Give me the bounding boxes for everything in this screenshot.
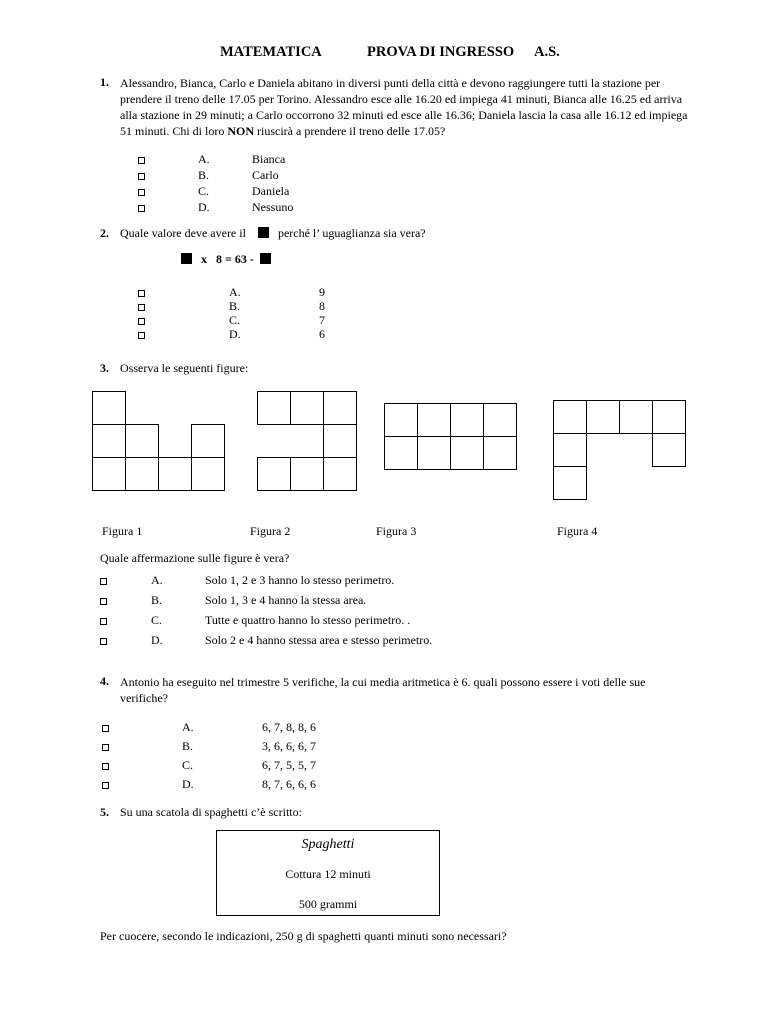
q3-option-b-checkbox[interactable] [100, 598, 107, 605]
q1-option-c-letter: C. [198, 184, 210, 198]
q4-line: verifiche? [120, 691, 168, 705]
q1-option-a-checkbox[interactable] [138, 157, 145, 164]
q1-line-pre: 51 minuti. Chi di loro [120, 124, 228, 138]
q1-line-bold: NON [227, 124, 255, 138]
q4-option-a-letter: A. [182, 720, 194, 734]
black-square-icon [181, 253, 192, 264]
black-square-icon [260, 253, 271, 264]
q1-option-d-letter: D. [198, 200, 210, 214]
q1-option-b-text: Carlo [252, 168, 279, 182]
grid-cell [554, 434, 587, 467]
q2-text-post: perché l’ uguaglianza sia vera? [277, 226, 426, 240]
grid-cell [126, 425, 159, 458]
q2-option-d-letter: D. [229, 327, 241, 341]
grid-cell [484, 404, 517, 437]
grid-cell-empty [159, 392, 192, 425]
q3-number: 3. [100, 361, 109, 375]
q4-option-b-text: 3, 6, 6, 6, 7 [262, 739, 316, 753]
q4-option-d-text: 8, 7, 6, 6, 6 [262, 777, 316, 791]
q1-option-c-checkbox[interactable] [138, 189, 145, 196]
q5-text: Su una scatola di spaghetti c’è scritto: [120, 805, 302, 819]
q4-option-c-letter: C. [182, 758, 194, 772]
grid-cell-empty [587, 467, 620, 500]
grid-cell [653, 434, 686, 467]
figure-3-caption: Figura 3 [376, 524, 417, 538]
q1-line: alla stazione in 29 minuti; a Carlo occorrono 32 minuti ed esce alle 16.36; Daniela lascia la casa alle 16.12 ed impiega [120, 108, 688, 122]
q2-option-d-checkbox[interactable] [138, 332, 145, 339]
spaghetti-box-weight: 500 grammi [298, 897, 358, 911]
q3-option-a-checkbox[interactable] [100, 578, 107, 585]
q4-option-c-text: 6, 7, 5, 5, 7 [262, 758, 316, 772]
grid-cell-empty [126, 392, 159, 425]
grid-cell-empty [587, 434, 620, 467]
q1-option-b-letter: B. [198, 168, 210, 182]
grid-cell-empty [620, 434, 653, 467]
grid-cell-empty [192, 392, 225, 425]
grid-cell-empty [291, 425, 324, 458]
grid-cell [291, 458, 324, 491]
q1-option-b-checkbox[interactable] [138, 173, 145, 180]
q2-option-c-letter: C. [229, 313, 241, 327]
grid-cell [258, 392, 291, 425]
q2-option-c-checkbox[interactable] [138, 318, 145, 325]
figure-4-grid [553, 400, 686, 500]
q3-option-c-text: Tutte e quattro hanno lo stesso perimetro. . [205, 613, 411, 627]
q3-option-d-text: Solo 2 e 4 hanno stessa area e stesso perimetro. [205, 633, 433, 647]
grid-cell-empty [620, 467, 653, 500]
q1-number: 1. [100, 75, 109, 89]
q4-option-c-checkbox[interactable] [102, 763, 109, 770]
figure-1-grid [92, 391, 225, 491]
grid-cell [93, 425, 126, 458]
q4-option-b-checkbox[interactable] [102, 744, 109, 751]
header-title: PROVA DI INGRESSO [367, 44, 515, 60]
q1-option-d-checkbox[interactable] [138, 205, 145, 212]
header-year: A.S. [534, 44, 560, 60]
q1-option-a-letter: A. [198, 152, 210, 166]
q2-option-b-letter: B. [229, 299, 241, 313]
grid-cell [554, 467, 587, 500]
q2-option-b-checkbox[interactable] [138, 304, 145, 311]
q3-option-a-letter: A. [151, 573, 163, 587]
q3-option-a-text: Solo 1, 2 e 3 hanno lo stesso perimetro. [205, 573, 395, 587]
grid-cell [418, 404, 451, 437]
grid-cell [385, 437, 418, 470]
q2-equation [181, 252, 271, 267]
q4-option-b-letter: B. [182, 739, 194, 753]
q4-number: 4. [100, 674, 109, 688]
q5-question: Per cuocere, secondo le indicazioni, 250 g di spaghetti quanti minuti sono necessari? [100, 929, 507, 943]
grid-cell [258, 458, 291, 491]
grid-cell [291, 392, 324, 425]
grid-cell [192, 425, 225, 458]
q1-option-a-text: Bianca [252, 152, 286, 166]
grid-cell-empty [258, 425, 291, 458]
q2-option-a-text: 9 [319, 285, 325, 299]
grid-cell [620, 401, 653, 434]
q4-line: Antonio ha eseguito nel trimestre 5 verifiche, la cui media aritmetica è 6. quali possono essere i voti delle sue [120, 675, 646, 689]
black-square-icon [258, 227, 269, 238]
grid-cell [484, 437, 517, 470]
grid-cell [418, 437, 451, 470]
q2-option-b-text: 8 [319, 299, 325, 313]
q1-line-post: riuscirà a prendere il treno delle 17.05? [254, 124, 446, 138]
q2-option-d-text: 6 [319, 327, 325, 341]
grid-cell [451, 437, 484, 470]
header-subject: MATEMATICA [220, 44, 322, 60]
q2-option-a-letter: A. [229, 285, 241, 299]
q3-option-b-letter: B. [151, 593, 163, 607]
q2-eq-middle: 8 = 63 - [216, 252, 254, 266]
grid-cell [192, 458, 225, 491]
spaghetti-box-cooking: Cottura 12 minuti [285, 867, 371, 881]
spaghetti-label-box [216, 830, 440, 916]
q2-option-a-checkbox[interactable] [138, 290, 145, 297]
grid-cell [451, 404, 484, 437]
grid-cell [324, 425, 357, 458]
q2-text [120, 226, 426, 241]
q4-option-d-checkbox[interactable] [102, 782, 109, 789]
q2-option-c-text: 7 [319, 313, 325, 327]
q3-option-c-checkbox[interactable] [100, 618, 107, 625]
grid-cell [93, 392, 126, 425]
grid-cell [126, 458, 159, 491]
q1-option-c-text: Daniela [252, 184, 290, 198]
q3-option-c-letter: C. [151, 613, 163, 627]
q4-text [120, 674, 646, 706]
q3-option-d-letter: D. [151, 633, 163, 647]
q1-option-d-text: Nessuno [252, 200, 294, 214]
grid-cell [385, 404, 418, 437]
figure-3-grid [384, 403, 517, 470]
figure-4-caption: Figura 4 [557, 524, 598, 538]
spaghetti-box-title: Spaghetti [301, 837, 355, 852]
q3-option-b-text: Solo 1, 3 e 4 hanno la stessa area. [205, 593, 367, 607]
figure-2-caption: Figura 2 [250, 524, 291, 538]
q3-text: Osserva le seguenti figure: [120, 361, 249, 375]
q2-text-pre: Quale valore deve avere il [120, 226, 246, 240]
q1-line: prendere il treno delle 17.05 per Torino. Alessandro esce alle 16.20 ed impiega 41 minuti, Bianca alle 16.25 ed arriva [120, 92, 683, 106]
q4-option-a-text: 6, 7, 8, 8, 6 [262, 720, 316, 734]
grid-cell [93, 458, 126, 491]
grid-cell [159, 458, 192, 491]
figure-1-caption: Figura 1 [102, 524, 143, 538]
q1-text [120, 75, 687, 139]
q3-question: Quale affermazione sulle figure è vera? [100, 551, 290, 565]
figure-2-grid [257, 391, 357, 491]
grid-cell-empty [159, 425, 192, 458]
grid-cell [554, 401, 587, 434]
q4-option-a-checkbox[interactable] [102, 725, 109, 732]
q5-number: 5. [100, 805, 109, 819]
q2-number: 2. [100, 226, 109, 240]
grid-cell [324, 392, 357, 425]
grid-cell [653, 401, 686, 434]
q1-line [120, 123, 687, 139]
q1-line: Alessandro, Bianca, Carlo e Daniela abitano in diversi punti della città e devono raggiungere tutti la stazione per [120, 76, 661, 90]
grid-cell [587, 401, 620, 434]
q3-option-d-checkbox[interactable] [100, 638, 107, 645]
q4-option-d-letter: D. [182, 777, 194, 791]
grid-cell [324, 458, 357, 491]
q2-eq-times: x [201, 252, 207, 266]
grid-cell-empty [653, 467, 686, 500]
